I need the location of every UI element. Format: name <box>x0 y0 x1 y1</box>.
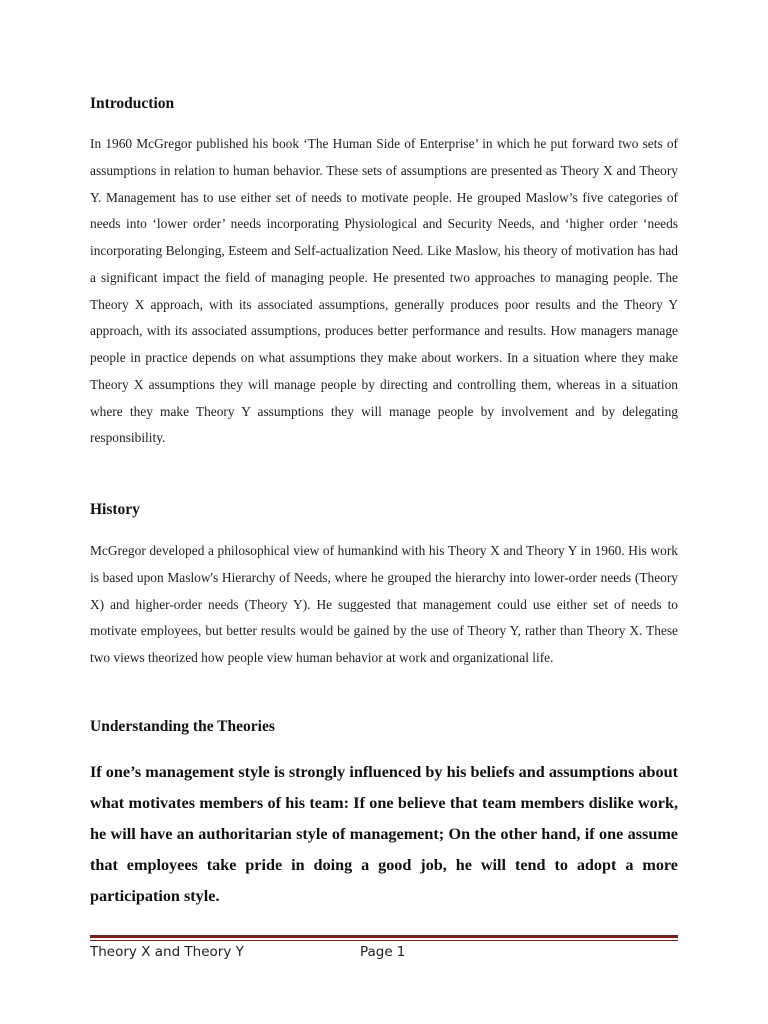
paragraph-understanding: If one’s management style is strongly influenced by his beliefs and assumptions about what motivates members of his team: If one believe that team members dislike work, he will have an authoritarian style of management; On the other hand, if one assume that employees take pride in doing a good job, he will tend to adopt a more participation style. <box>90 763 678 905</box>
footer-page-number: 1 <box>396 944 406 960</box>
footer-page-label: Page <box>360 944 393 960</box>
section-heading-history: History <box>90 501 140 518</box>
footer-rule-thin <box>90 940 678 941</box>
document-page <box>90 0 678 1024</box>
section-heading-understanding: Understanding the Theories <box>90 718 275 735</box>
paragraph-history: McGregor developed a philosophical view of humankind with his Theory X and Theory Y in 1960. His work is based upon Maslow's Hierarchy of Needs, where he grouped the hierarchy into lower-order needs (Theory X) and higher-order needs (Theory Y). He suggested that management could use either set of needs to motivate employees, but better results would be gained by the use of Theory Y, rather than Theory X. These two views theorized how people view human behavior at work and organizational life. <box>90 543 678 665</box>
section-heading-introduction: Introduction <box>90 95 175 112</box>
footer-page-indicator <box>360 943 405 961</box>
footer-rule-thick <box>90 935 678 938</box>
paragraph-introduction: In 1960 McGregor published his book ‘The Human Side of Enterprise’ in which he put forward two sets of assumptions in relation to human behavior. These sets of assumptions are presented as Theory X and Theory Y. Management has to use either set of needs to motivate people. He grouped Maslow’s five categories of needs into ‘lower order’ needs incorporating Physiological and Security Needs, and ‘higher order ‘needs incorporating Belonging, Esteem and Self-actualization Need. Like Maslow, his theory of motivation has had a significant impact the field of managing people. He presented two approaches to managing people. The Theory X approach, with its associated assumptions, generally produces poor results and the Theory Y approach, with its associated assumptions, produces better performance and results. How managers manage people in practice depends on what assumptions they make about workers. In a situation where they make Theory X assumptions they will manage people by directing and controlling them, whereas in a situation where they make Theory Y assumptions they will manage people by involvement and by delegating responsibility. <box>90 136 678 446</box>
footer-title: Theory X and Theory Y <box>90 944 244 960</box>
